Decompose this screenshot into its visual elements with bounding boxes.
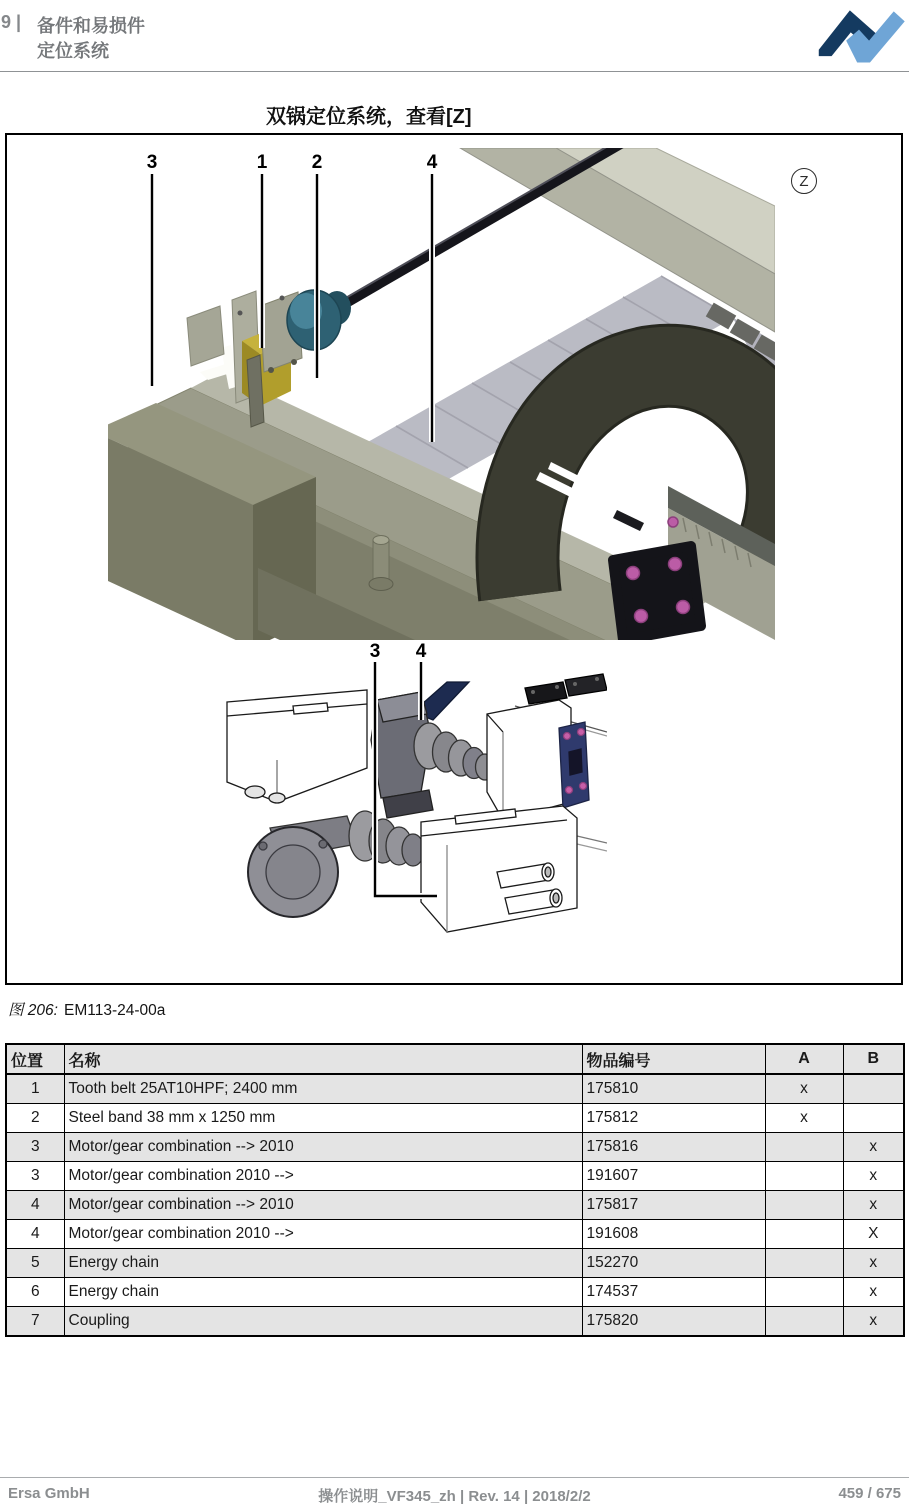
page-title: 双锅定位系统，查看[Z] — [266, 106, 472, 128]
cell-a — [765, 1220, 843, 1249]
cell-b: x — [843, 1307, 904, 1337]
cell-a: x — [765, 1104, 843, 1133]
callout-1: 1 — [256, 152, 268, 173]
cell-part: 175820 — [582, 1307, 765, 1337]
cell-name: Coupling — [64, 1307, 582, 1337]
footer-document-info: 操作说明_VF345_zh | Rev. 14 | 2018/2/2 — [318, 1488, 591, 1505]
cell-part: 174537 — [582, 1278, 765, 1307]
cell-a — [765, 1278, 843, 1307]
header-part-number: 物品编号 — [582, 1044, 765, 1074]
table-row — [6, 1278, 904, 1307]
cell-name: Tooth belt 25AT10HPF; 2400 mm — [64, 1074, 582, 1104]
cell-part: 175817 — [582, 1191, 765, 1220]
footer-page-number: 459 / 675 — [838, 1485, 901, 1502]
cell-pos: 7 — [6, 1307, 64, 1337]
header-divider — [0, 71, 909, 72]
figure-frame — [5, 133, 903, 985]
cell-b: X — [843, 1220, 904, 1249]
cell-pos: 4 — [6, 1191, 64, 1220]
cell-b: x — [843, 1162, 904, 1191]
callout-4-detail: 4 — [415, 641, 427, 662]
table-row — [6, 1307, 904, 1337]
header-a: A — [765, 1044, 843, 1074]
footer-divider — [0, 1477, 909, 1478]
callout-2: 2 — [311, 152, 323, 173]
figure-caption-label: 图 206: — [8, 1002, 58, 1019]
machine-illustration-detail — [215, 640, 607, 970]
table-row — [6, 1133, 904, 1162]
cell-part: 175810 — [582, 1074, 765, 1104]
parts-table-container — [5, 1043, 905, 1337]
cell-b — [843, 1104, 904, 1133]
ersa-logo-icon — [812, 4, 906, 68]
table-row — [6, 1104, 904, 1133]
parts-table — [5, 1043, 905, 1337]
figure-caption — [8, 998, 165, 1020]
footer-company: Ersa GmbH — [8, 1485, 90, 1502]
cell-name: Energy chain — [64, 1249, 582, 1278]
header-subsection-title: 定位系统 — [37, 41, 109, 61]
cell-a: x — [765, 1074, 843, 1104]
cell-part: 191607 — [582, 1162, 765, 1191]
header-b: B — [843, 1044, 904, 1074]
cell-pos: 2 — [6, 1104, 64, 1133]
callout-3-detail: 3 — [369, 641, 381, 662]
cell-part: 175816 — [582, 1133, 765, 1162]
cell-b — [843, 1074, 904, 1104]
table-row — [6, 1220, 904, 1249]
cell-pos: 1 — [6, 1074, 64, 1104]
cell-a — [765, 1307, 843, 1337]
cell-pos: 3 — [6, 1133, 64, 1162]
zone-z-marker: Z — [791, 168, 817, 194]
cell-part: 191608 — [582, 1220, 765, 1249]
chapter-number: 9 | — [1, 12, 22, 32]
table-row — [6, 1191, 904, 1220]
table-row — [6, 1074, 904, 1104]
figure-caption-value: EM113-24-00a — [63, 1002, 166, 1019]
cell-name: Steel band 38 mm x 1250 mm — [64, 1104, 582, 1133]
cell-pos: 4 — [6, 1220, 64, 1249]
cell-name: Motor/gear combination --> 2010 — [64, 1133, 582, 1162]
cell-name: Energy chain — [64, 1278, 582, 1307]
table-row — [6, 1249, 904, 1278]
cell-part: 175812 — [582, 1104, 765, 1133]
cell-a — [765, 1133, 843, 1162]
table-header-row — [6, 1044, 904, 1074]
cell-pos: 3 — [6, 1162, 64, 1191]
cell-b: x — [843, 1191, 904, 1220]
cell-a — [765, 1249, 843, 1278]
cell-name: Motor/gear combination 2010 --> — [64, 1162, 582, 1191]
header-position: 位置 — [6, 1044, 64, 1074]
cell-b: x — [843, 1249, 904, 1278]
cell-part: 152270 — [582, 1249, 765, 1278]
cell-b: x — [843, 1278, 904, 1307]
cell-a — [765, 1191, 843, 1220]
cell-name: Motor/gear combination 2010 --> — [64, 1220, 582, 1249]
header-name: 名称 — [64, 1044, 582, 1074]
cell-b: x — [843, 1133, 904, 1162]
cell-pos: 6 — [6, 1278, 64, 1307]
cell-pos: 5 — [6, 1249, 64, 1278]
cell-name: Motor/gear combination --> 2010 — [64, 1191, 582, 1220]
header-section-title: 备件和易损件 — [37, 16, 145, 36]
table-row — [6, 1162, 904, 1191]
cell-a — [765, 1162, 843, 1191]
callout-4: 4 — [426, 152, 438, 173]
machine-illustration-overview — [108, 148, 775, 640]
callout-3: 3 — [146, 152, 158, 173]
